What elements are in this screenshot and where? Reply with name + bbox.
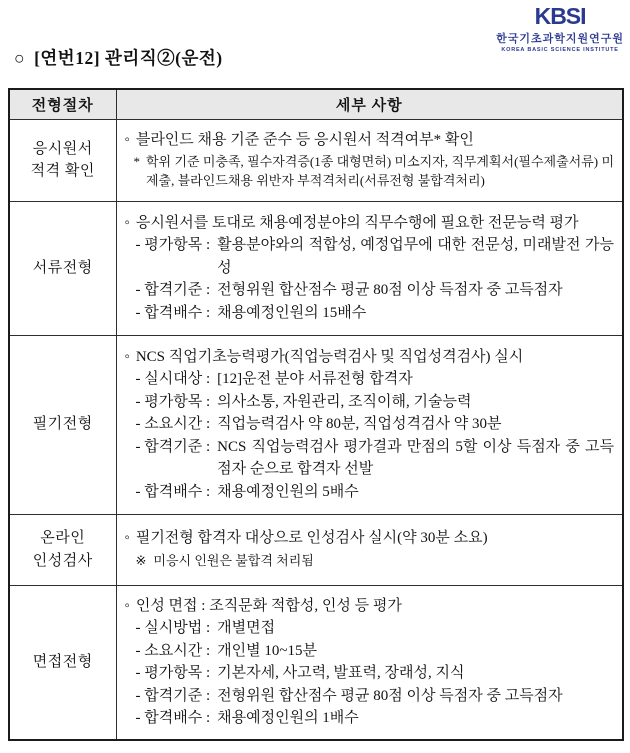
stage-details bbox=[116, 335, 623, 514]
table-row-online-personality-test bbox=[9, 514, 623, 585]
detail-label: - 소요시간 : bbox=[135, 416, 211, 433]
detail-text: 활용분야와의 적합성, 예정업무에 대한 전문성, 미래발전 가능성 bbox=[217, 237, 614, 276]
detail-label: - 합격배수 : bbox=[135, 304, 211, 321]
stage-label-line: 온라인 bbox=[40, 530, 86, 546]
reference-mark-icon: ※ bbox=[135, 552, 147, 568]
detail-text: 직업능력검사 약 80분, 직업성격검사 약 30분 bbox=[217, 416, 502, 433]
bullet-icon: ◦ bbox=[124, 597, 130, 614]
detail-text: 학위 기준 미충족, 필수자격증(1종 대형면허) 미소지자, 직무계획서(필수제출서류) 미제출, 블라인드채용 위반자 부적격처리(서류전형 불합격처리) bbox=[146, 153, 614, 189]
table-header-row bbox=[9, 89, 623, 119]
table-row-document-screening bbox=[9, 201, 623, 335]
column-header-details: 세부 사항 bbox=[116, 89, 623, 119]
stage-label-line: 인성검사 bbox=[32, 552, 93, 569]
detail-line bbox=[123, 413, 615, 436]
detail-text: 전형위원 합산점수 평균 80점 이상 득점자 중 고득점자 bbox=[217, 282, 563, 299]
detail-label: - 합격배수 : bbox=[135, 483, 211, 500]
detail-line bbox=[123, 302, 615, 325]
detail-label: - 평가항목 : bbox=[135, 393, 211, 410]
org-name-english: KOREA BASIC SCIENCE INSTITUTE bbox=[501, 47, 619, 53]
detail-label: - 합격기준 : bbox=[135, 282, 211, 299]
bullet-icon: ◦ bbox=[124, 132, 130, 149]
stage-label bbox=[9, 201, 116, 335]
title-bullet-icon: ○ bbox=[14, 48, 26, 68]
detail-label: - 평가항목 : bbox=[135, 237, 211, 254]
stage-label-line: 적격 확인 bbox=[30, 163, 95, 179]
table-row-interview bbox=[9, 585, 623, 740]
stage-details bbox=[116, 119, 623, 201]
org-name-korean: 한국기초과학지원연구원 bbox=[496, 33, 624, 45]
stage-label bbox=[9, 514, 116, 585]
detail-label: - 합격기준 : bbox=[135, 687, 211, 704]
stage-label-line: 서류전형 bbox=[32, 259, 93, 276]
detail-text: 필기전형 합격자 대상으로 인성검사 실시(약 30분 소요) bbox=[135, 530, 488, 547]
stage-label-line: 응시원서 bbox=[32, 140, 93, 157]
detail-text: 블라인드 채용 기준 준수 등 응시원서 적격여부* 확인 bbox=[135, 132, 474, 149]
detail-label: - 합격기준 : bbox=[135, 438, 211, 455]
detail-line bbox=[123, 617, 615, 640]
detail-text: NCS 직업기초능력평가(직업능력검사 및 직업성격검사) 실시 bbox=[135, 348, 524, 365]
detail-text: 채용예정인원의 15배수 bbox=[217, 304, 367, 321]
detail-text: 개인별 10~15분 bbox=[217, 642, 317, 659]
detail-text: NCS 직업능력검사 평가결과 만점의 5할 이상 득점자 중 고득점자 순으로 합격자 선발 bbox=[217, 438, 614, 478]
bullet-icon: ◦ bbox=[124, 348, 130, 365]
selection-process-table bbox=[8, 88, 624, 741]
stage-details bbox=[116, 201, 623, 335]
detail-line bbox=[123, 707, 615, 730]
detail-line bbox=[123, 685, 615, 708]
kbsi-logo-icon: KBSI bbox=[534, 3, 586, 29]
detail-label: - 평가항목 : bbox=[135, 665, 211, 682]
detail-text: 전형위원 합산점수 평균 80점 이상 득점자 중 고득점자 bbox=[217, 687, 563, 704]
detail-text: 응시원서를 토대로 채용예정분야의 직무수행에 필요한 전문능력 평가 bbox=[135, 214, 579, 231]
page-title bbox=[14, 45, 223, 70]
stage-label bbox=[9, 119, 116, 201]
detail-note-line bbox=[123, 152, 615, 191]
detail-label: - 소요시간 : bbox=[135, 642, 211, 659]
org-logo bbox=[496, 5, 624, 53]
detail-text: [12]운전 분야 서류전형 합격자 bbox=[217, 371, 413, 388]
asterisk-icon: * bbox=[133, 153, 140, 169]
detail-text: 인성 면접 : 조직문화 적합성, 인성 등 평가 bbox=[135, 597, 402, 614]
detail-line bbox=[123, 368, 615, 391]
stage-label-line: 필기전형 bbox=[32, 416, 93, 433]
detail-text: 기본자세, 사고력, 발표력, 장래성, 지식 bbox=[217, 665, 465, 682]
detail-label: - 실시방법 : bbox=[135, 620, 211, 637]
column-header-stage: 전형절차 bbox=[9, 89, 116, 119]
detail-label: - 실시대상 : bbox=[135, 371, 211, 388]
detail-line bbox=[123, 662, 615, 685]
page-title-text: [연번12] 관리직②(운전) bbox=[34, 48, 223, 68]
detail-text: 미응시 인원은 불합격 처리됨 bbox=[153, 552, 314, 568]
table-row-application-check bbox=[9, 119, 623, 201]
detail-text: 의사소통, 자원관리, 조직이해, 기술능력 bbox=[217, 393, 472, 410]
stage-label bbox=[9, 335, 116, 514]
stage-details bbox=[116, 585, 623, 740]
detail-line bbox=[123, 129, 615, 152]
detail-text: 개별면접 bbox=[217, 620, 276, 637]
stage-details bbox=[116, 514, 623, 585]
detail-line bbox=[123, 640, 615, 663]
detail-remark-line bbox=[123, 550, 615, 572]
detail-line bbox=[123, 527, 615, 550]
detail-line bbox=[123, 595, 615, 618]
detail-line bbox=[123, 436, 615, 481]
detail-text: 채용예정인원의 1배수 bbox=[217, 710, 359, 727]
stage-label-line: 면접전형 bbox=[32, 654, 93, 670]
table-row-written-exam bbox=[9, 335, 623, 514]
detail-line bbox=[123, 481, 615, 504]
detail-line bbox=[123, 234, 615, 279]
bullet-icon: ◦ bbox=[124, 530, 130, 547]
detail-line bbox=[123, 212, 615, 235]
detail-line bbox=[123, 346, 615, 369]
detail-line bbox=[123, 279, 615, 302]
detail-text: 채용예정인원의 5배수 bbox=[217, 483, 359, 500]
stage-label bbox=[9, 585, 116, 740]
detail-line bbox=[123, 391, 615, 414]
detail-label: - 합격배수 : bbox=[135, 710, 211, 727]
bullet-icon: ◦ bbox=[124, 214, 130, 231]
